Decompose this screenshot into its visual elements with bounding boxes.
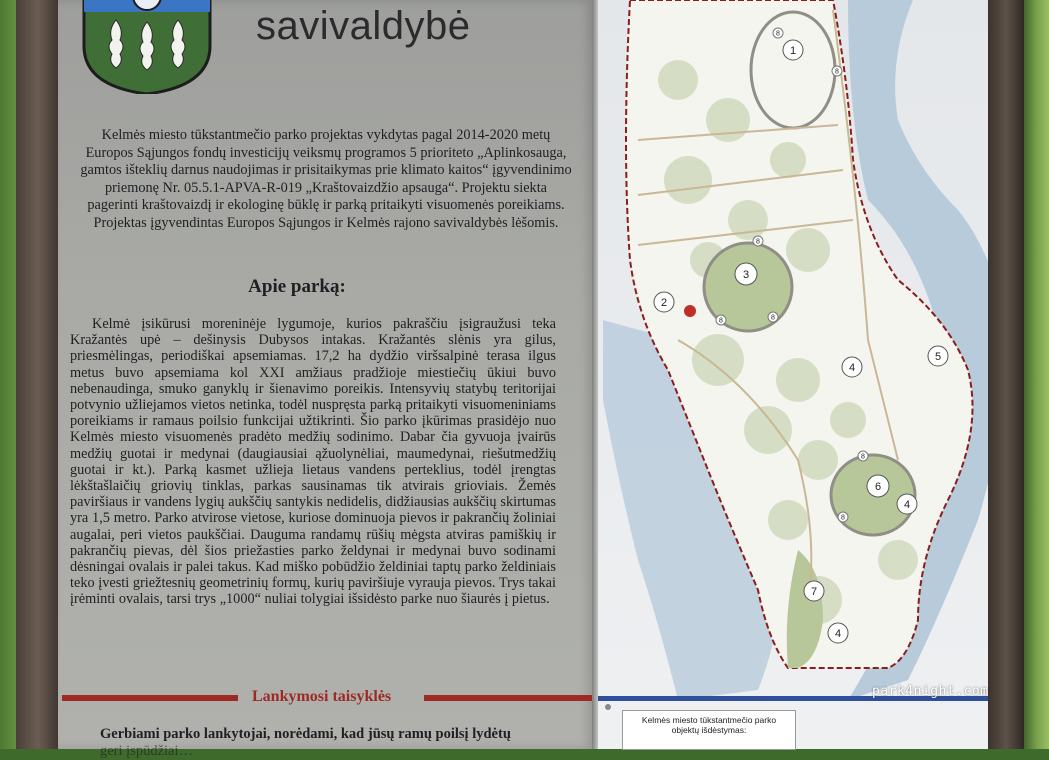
map-legend xyxy=(622,710,796,750)
zone-2-label: 2 xyxy=(660,297,668,309)
rules-divider-right xyxy=(424,695,592,701)
zone-1-label: 1 xyxy=(789,45,797,57)
bench-marker: 8 xyxy=(861,453,865,461)
municipality-title: savivaldybė xyxy=(256,4,471,48)
zone-7-label: 7 xyxy=(810,586,818,598)
zone-4a-label: 4 xyxy=(848,362,856,374)
zone-5-label: 5 xyxy=(934,351,942,363)
bench-marker: 8 xyxy=(835,68,839,76)
zone-4c-label: 4 xyxy=(834,628,842,640)
zone-6-label: 6 xyxy=(874,481,882,493)
rules-intro-line: Gerbiami parko lankytojai, norėdami, kad jūsų ramų poilsį lydėtų xyxy=(100,726,511,742)
rules-heading: Lankymosi taisyklės xyxy=(252,688,392,705)
legend-title-line1: Kelmės miesto tūkstantmečio parko xyxy=(641,715,777,725)
bench-marker: 8 xyxy=(776,30,780,38)
bench-marker: 8 xyxy=(719,317,723,325)
park-map xyxy=(598,0,988,700)
bench-marker: 8 xyxy=(756,238,760,246)
pin-icon xyxy=(605,704,611,710)
wooden-post-right xyxy=(988,0,1024,749)
coat-of-arms-icon xyxy=(80,0,214,94)
bench-marker: 8 xyxy=(841,514,845,522)
watermark: park4night.com xyxy=(872,684,989,699)
you-are-here-icon xyxy=(684,305,696,317)
rules-intro-line-2: geri įspūdžiai… xyxy=(100,743,194,759)
intro-paragraph: Kelmės miesto tūkstantmečio parko projektas vykdytas pagal 2014-2020 metų Europos Sąjungos fondų investicijų veiksmų programos 5 prioriteto „Aplinkosauga, gamtos išteklių darnus naudojimas ir prisitaikymas prie klimato kaitos“ įgyvendinimo priemonę Nr. 05.5.1-APVA-R-019 „Kraštovaizdžio apsauga“. Projektu siekta pagerinti kraštovaizdį ir ekologinę būklę ir parką pritaikyti visuomenės poreikiams. Projektas įgyvendintas Europos Sąjungos ir Kelmės rajono savivaldybės lėšomis. xyxy=(80,127,572,231)
legend-title-line2: objektų išdėstymas: xyxy=(671,725,747,735)
wooden-post-left xyxy=(16,0,60,749)
bench-marker: 8 xyxy=(771,314,775,322)
zone-3-label: 3 xyxy=(742,269,750,281)
about-park-heading: Apie parką: xyxy=(248,276,346,297)
about-park-body: Kelmė įsikūrusi moreninėje lygumoje, kurios pakraščiu įsigraužusi teka Kražantės upė – dešinysis Dubysos intakas. Kražantės slėnis yra gilus, priesmėlingas, periodiškai apsemiamas. 17,2 ha dydžio viršsalpinė terasa ilgus metus buvo apsemiama kol XXI amžiaus pradžioje miestiečių ūkiui buvo nebenaudinga, smuko ganyklų ir šienavimo poreikis. Intensyvių statybų teritorijai potvynio užliejamos vietos netinka, todėl nuspręsta parką pritaikyti visuomeniniams poreikiams ir ramaus poilsio funkcijai užtikrinti. Šio parko įkūrimas prasidėjo nuo Kelmės miesto visuomenės pradėto medžių sodinimo. Dabar čia gyvuoja įvairūs medžių guotai ir medynai (daugiausiai ąžuolynėliai, maumedynai, riešutmedžių guotai ir kt.). Parką kasmet užlieja lietaus vandens perteklius, todėl įrengtas lėkštašlaičių griovių tinklas, parkas sausinamas tik atvirais grioviais. Žemės paviršiaus ir vandens lygių aukščių santykis nedidelis, didžiausias aukščių skirtumas yra 1,5 metro. Parko atvirose vietose, kuriose dominuoja pievos ir pakrančių žoliniai augalai, peri vietos paukščiai. Dauguma randamų rūšių mėgsta atviras pamiškių ir pakrančių pievas, dėl šios priežasties parko želdynai ir medynai buvo sodinami dėsningai ovalais ir palei takus. Kad miško pobūdžio želdiniai taptų parko želdiniais teko įvesti griežtesnių geometrinių formų, kurių paviršiuje vyrauja pievos. Trys takai įrėminti ovalais, tarsi trys „1000“ nuliai tolygiai išsidėsto parke nuo šiaurės į pietus. xyxy=(70,316,556,608)
rules-divider-left xyxy=(62,695,238,701)
project-intro-text xyxy=(78,127,574,232)
zone-4b-label: 4 xyxy=(903,499,911,511)
